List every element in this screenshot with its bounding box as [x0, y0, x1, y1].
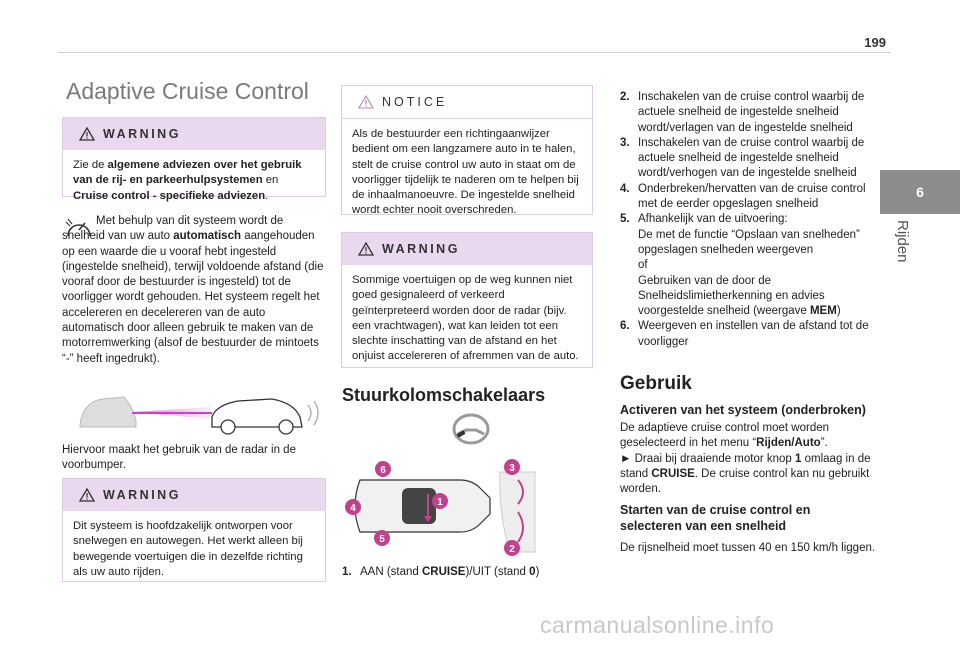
notice-title: NOTICE — [382, 95, 448, 109]
list-item: 6. Weergeven en instellen van de afstand tot de voorligger — [620, 320, 869, 348]
warning-text: Sommige voertuigen op de weg kunnen niet goed gesignaleerd of verkeerd geïnterpreteerd worden door de radar (bijv. een vrachtwagen), wat kan leiden tot een slechte inschatting van de afstand en het onjuist accelereren of afremmen van de auto. — [352, 274, 579, 363]
stalk-rotary-knob — [402, 488, 436, 524]
activate-title: Activeren van het systeem (onderbroken) — [620, 403, 866, 417]
section-title: Stuurkolomschakelaars — [342, 385, 546, 405]
page-number: 199 — [864, 35, 886, 50]
column-3-list — [620, 90, 876, 350]
stalk-diagram — [340, 452, 550, 560]
warning-triangle-icon — [358, 242, 374, 256]
notice-box — [341, 85, 593, 215]
callout-4-label: 4 — [350, 503, 356, 514]
gebruik-title: Gebruik — [620, 373, 692, 394]
notice-triangle-icon — [358, 95, 374, 109]
warning-text: Zie de algemene adviezen over het gebruik van de rij- en parkeerhulpsystemen en Cruise control - specifieke adviezen. — [73, 159, 302, 202]
header-divider — [58, 52, 890, 53]
steering-wheel-icon — [452, 412, 490, 446]
callout-5-label: 5 — [379, 534, 385, 545]
cruise-radar-icon — [64, 216, 94, 238]
start-text: De rijsnelheid moet tussen 40 en 150 km/h liggen. — [620, 542, 876, 554]
warning-box-2 — [62, 478, 326, 582]
chapter-tab[interactable]: 6 — [880, 170, 960, 214]
watermark: carmanualsonline.info — [540, 612, 775, 638]
warning-title: WARNING — [382, 242, 460, 256]
callout-1-label: 1 — [437, 497, 443, 508]
notice-text: Als de bestuurder een richtingaanwijzer bedient om een langzamere auto in te halen, stelt de cruise control uw auto in staat om de voorligger tijdelijk te naderen om te helpen bij de inhaalmanoeuvre. De ingestelde snelheid wordt echter nooit overschreden. — [352, 128, 579, 217]
list-item: 3. Inschakelen van de cruise control waarbij de actuele snelheid de ingestelde snelheid wordt/verhogen van de ingestelde snelheid — [620, 136, 865, 180]
radar-illustration — [62, 381, 324, 441]
warning-box-3 — [341, 232, 593, 368]
warning-triangle-icon — [79, 127, 95, 141]
column-1 — [66, 78, 328, 104]
own-car-shape — [80, 397, 136, 427]
chapter-label: Rijden — [894, 220, 911, 263]
list-item: 4. Onderbreken/hervatten van de cruise control met de eerder opgeslagen snelheid — [620, 182, 866, 211]
list-item: 2. Inschakelen van de cruise control waarbij de actuele snelheid de ingestelde snelheid wordt/verlagen van de ingestelde snelheid — [620, 91, 865, 134]
warning-box-1 — [62, 117, 326, 202]
callout-2-label: 2 — [509, 544, 515, 555]
page-title: Adaptive Cruise Control — [66, 78, 309, 104]
start-title: Starten van de cruise control en selecteren van een snelheid — [620, 503, 811, 533]
list-item: 5. Afhankelijk van de uitvoering: De met de functie “Opslaan van snelheden” opgeslagen snelheden weergeven of Gebruiken van de door de Snelheidslimietherkenning en advies voorgestelde snelheid (weergave MEM) — [620, 213, 860, 318]
callout-6-label: 6 — [380, 465, 386, 476]
warning-title: WARNING — [103, 488, 181, 502]
radar-text: Hiervoor maakt het gebruik van de radar in de voorbumper. — [62, 444, 296, 472]
warning-text: Dit systeem is hoofdzakelijk ontworpen voor snelwegen en autowegen. Het werkt alleen bij bewegende voertuigen die in dezelfde richting als uw auto rijden. — [73, 520, 303, 578]
warning-title: WARNING — [103, 127, 181, 141]
warning-triangle-icon — [79, 488, 95, 502]
list-item-1: 1. AAN (stand CRUISE)/UIT (stand 0) — [342, 566, 540, 578]
callout-3-label: 3 — [509, 463, 515, 474]
intro-paragraph: Met behulp van dit systeem wordt de snelheid van uw auto automatisch aangehouden op een waarde die u vooraf hebt ingesteld (ingestelde snelheid), terwijl voldoende afstand (die vooraf door de bestuurder is ingesteld) tot de voorligger wordt gehouden. Het systeem regelt het accelereren en decelereren van de auto automatisch door alleen gebruik te maken van de motorremwerking (alsof de bestuurder de mintoets “-” heeft ingedrukt). — [62, 215, 324, 365]
activate-text: De adaptieve cruise control moet worden geselecteerd in het menu “Rijden/Auto”. ► Draai bij draaiende motor knop 1 omlaag in de stand CRUISE. De cruise control kan nu gebruikt worden. — [620, 422, 871, 496]
